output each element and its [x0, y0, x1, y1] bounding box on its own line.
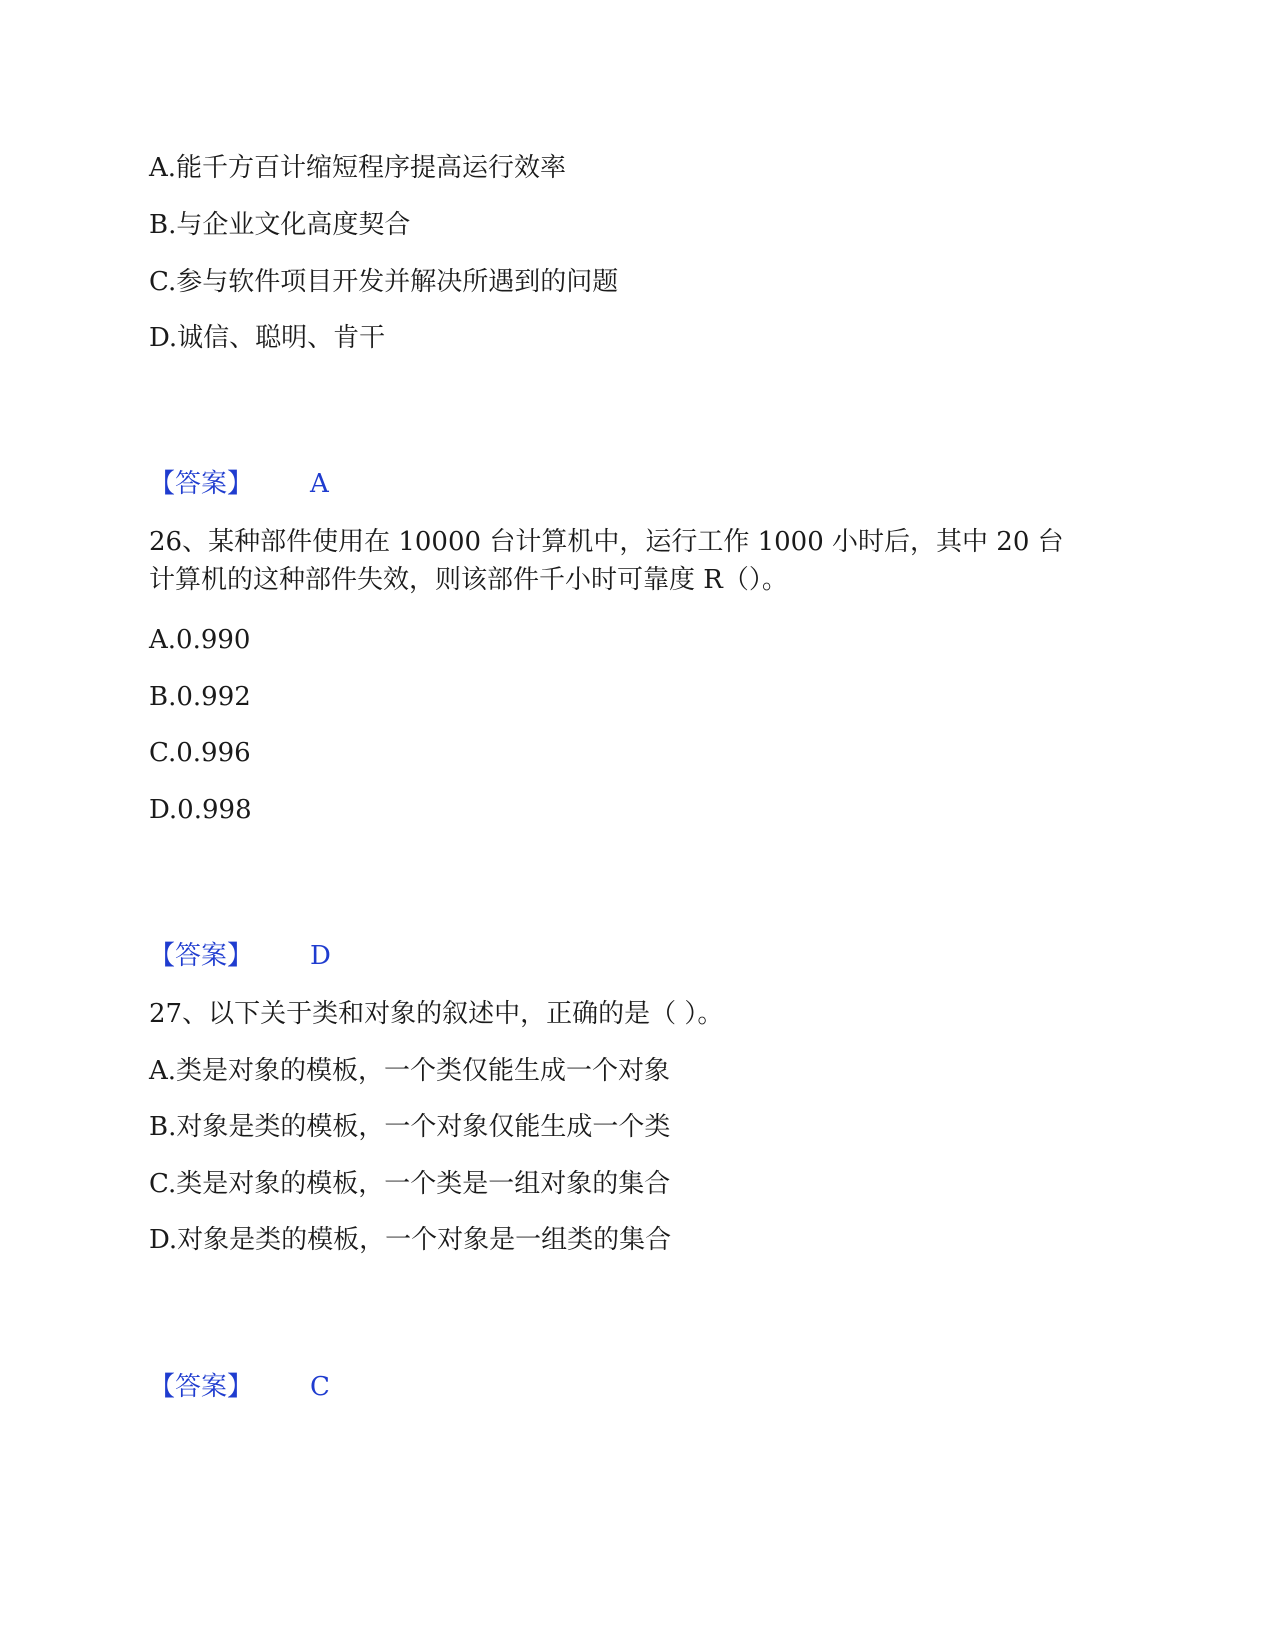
question-26-option-c: C.0.996 [149, 738, 251, 768]
answer-label: 【答案】 [149, 941, 254, 971]
question-26-stem-line2: 计算机的这种部件失效，则该部件千小时可靠度 R（）。 [149, 565, 788, 595]
question-26-stem-line1: 26、某种部件使用在 10000 台计算机中，运行工作 1000 小时后，其中 20 台 [149, 527, 1064, 557]
answer-label: 【答案】 [149, 469, 254, 499]
question-27-option-a: A.类是对象的模板，一个类仅能生成一个对象 [149, 1056, 671, 1086]
answer-value: D [310, 941, 331, 971]
question-27-option-c: C.类是对象的模板，一个类是一组对象的集合 [149, 1169, 671, 1199]
question-26-option-a: A.0.990 [149, 625, 251, 655]
question-27-answer-row [149, 1369, 330, 1405]
option-b: B.与企业文化高度契合 [149, 210, 411, 240]
answer-value: A [310, 469, 329, 499]
option-a: A.能千方百计缩短程序提高运行效率 [149, 153, 567, 183]
question-26-option-d: D.0.998 [149, 795, 252, 825]
question-26-option-b: B.0.992 [149, 682, 251, 712]
option-c: C.参与软件项目开发并解决所遇到的问题 [149, 267, 619, 297]
answer-label: 【答案】 [149, 1372, 254, 1402]
question-26-answer-row [149, 938, 331, 974]
answer-row [149, 466, 329, 502]
question-27-option-b: B.对象是类的模板，一个对象仅能生成一个类 [149, 1112, 671, 1142]
option-d: D.诚信、聪明、肯干 [149, 323, 386, 353]
question-27-option-d: D.对象是类的模板，一个对象是一组类的集合 [149, 1225, 672, 1255]
answer-value: C [310, 1372, 330, 1402]
question-27-stem: 27、以下关于类和对象的叙述中，正确的是（ ）。 [149, 999, 724, 1029]
